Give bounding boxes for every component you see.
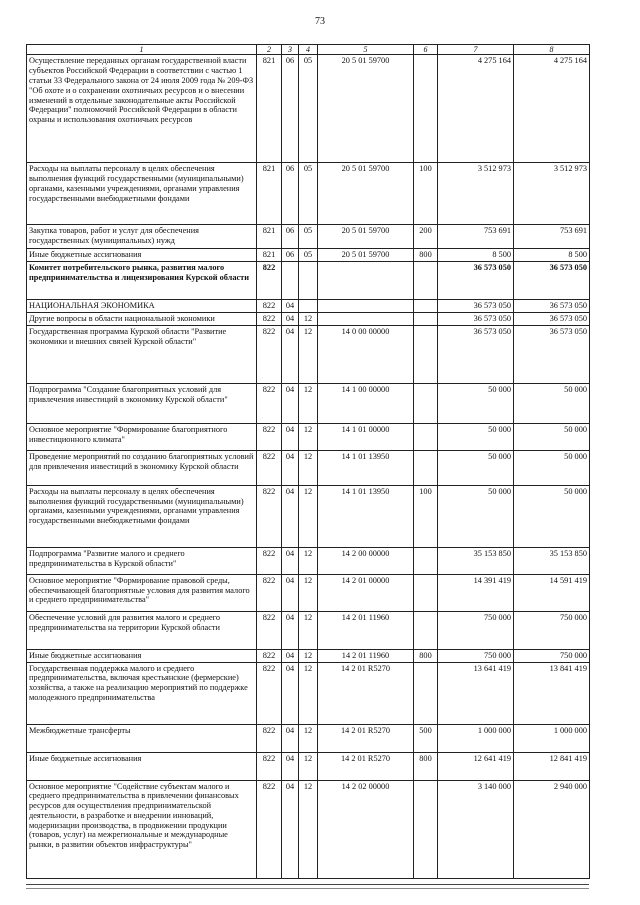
cell-target-article xyxy=(318,313,414,326)
cell-section xyxy=(282,262,299,300)
cell-ministry-code: 822 xyxy=(257,780,282,878)
cell-amount-2021: 8 500 xyxy=(514,249,590,262)
cell-section: 04 xyxy=(282,383,299,423)
cell-ministry-code: 821 xyxy=(257,163,282,225)
cell-target-article: 14 1 00 00000 xyxy=(318,383,414,423)
cell-subsection: 05 xyxy=(299,55,318,163)
cell-ministry-code: 822 xyxy=(257,262,282,300)
header-row xyxy=(27,45,590,55)
cell-expense-type xyxy=(414,55,438,163)
cell-name: Основное мероприятие "Формирование правовой среды, обеспечивающей благоприятные условия для развития малого и среднего предпринимательства" xyxy=(27,574,257,611)
cell-section: 04 xyxy=(282,423,299,450)
table-row xyxy=(27,752,590,780)
cell-amount-2021: 2 940 000 xyxy=(514,780,590,878)
header-col-1: 1 xyxy=(27,45,257,55)
cell-target-article: 14 2 01 00000 xyxy=(318,574,414,611)
footer-rule xyxy=(26,884,589,885)
cell-name: Иные бюджетные ассигнования xyxy=(27,249,257,262)
cell-ministry-code: 822 xyxy=(257,450,282,485)
cell-section: 06 xyxy=(282,225,299,249)
cell-ministry-code: 822 xyxy=(257,423,282,450)
cell-subsection: 12 xyxy=(299,574,318,611)
cell-target-article: 14 1 01 00000 xyxy=(318,423,414,450)
cell-amount-2021: 50 000 xyxy=(514,450,590,485)
cell-amount-2020: 50 000 xyxy=(438,485,514,547)
cell-amount-2020: 4 275 164 xyxy=(438,55,514,163)
cell-target-article: 14 0 00 00000 xyxy=(318,325,414,383)
cell-name: Основное мероприятие "Формирование благоприятного инвестиционного климата" xyxy=(27,423,257,450)
cell-subsection: 05 xyxy=(299,249,318,262)
cell-subsection: 12 xyxy=(299,313,318,326)
cell-ministry-code: 822 xyxy=(257,649,282,662)
cell-subsection: 12 xyxy=(299,752,318,780)
cell-ministry-code: 822 xyxy=(257,611,282,649)
table-row xyxy=(27,163,590,225)
cell-expense-type: 200 xyxy=(414,225,438,249)
cell-amount-2020: 750 000 xyxy=(438,649,514,662)
header-col-4: 4 xyxy=(299,45,318,55)
table-row xyxy=(27,724,590,752)
cell-name: Расходы на выплаты персоналу в целях обеспечения выполнения функций государственными (муниципальными) органами, казенными учреждениями, органами управления государственными внебюджетными фондами xyxy=(27,485,257,547)
table-row xyxy=(27,300,590,313)
cell-amount-2020: 753 691 xyxy=(438,225,514,249)
cell-target-article xyxy=(318,300,414,313)
cell-name: Комитет потребительского рынка, развития малого предпринимательства и лицензирования Курской области xyxy=(27,262,257,300)
cell-amount-2021: 3 512 973 xyxy=(514,163,590,225)
cell-expense-type xyxy=(414,325,438,383)
cell-ministry-code: 822 xyxy=(257,574,282,611)
table-row xyxy=(27,574,590,611)
cell-section: 06 xyxy=(282,55,299,163)
cell-name: Обеспечение условий для развития малого и среднего предпринимательства на территории Курской области xyxy=(27,611,257,649)
cell-amount-2020: 14 391 419 xyxy=(438,574,514,611)
cell-amount-2020: 35 153 850 xyxy=(438,547,514,574)
cell-subsection: 12 xyxy=(299,662,318,724)
cell-ministry-code: 822 xyxy=(257,547,282,574)
cell-amount-2021: 50 000 xyxy=(514,485,590,547)
cell-name: Государственная поддержка малого и среднего предпринимательства, включая крестьянские (фермерские) хозяйства, а также на реализацию мероприятий по поддержке молодежного предпринимательства xyxy=(27,662,257,724)
cell-amount-2020: 3 140 000 xyxy=(438,780,514,878)
cell-amount-2020: 3 512 973 xyxy=(438,163,514,225)
cell-expense-type xyxy=(414,450,438,485)
cell-section: 04 xyxy=(282,547,299,574)
page-number: 73 xyxy=(315,16,325,27)
table-row xyxy=(27,450,590,485)
header-col-5: 5 xyxy=(318,45,414,55)
cell-expense-type xyxy=(414,547,438,574)
header-col-8: 8 xyxy=(514,45,590,55)
cell-section: 04 xyxy=(282,325,299,383)
cell-section: 04 xyxy=(282,724,299,752)
table-body xyxy=(27,55,590,878)
cell-target-article: 14 1 01 13950 xyxy=(318,485,414,547)
cell-subsection: 05 xyxy=(299,163,318,225)
cell-expense-type xyxy=(414,423,438,450)
cell-amount-2021: 4 275 164 xyxy=(514,55,590,163)
cell-amount-2021: 753 691 xyxy=(514,225,590,249)
cell-section: 04 xyxy=(282,574,299,611)
cell-name: НАЦИОНАЛЬНАЯ ЭКОНОМИКА xyxy=(27,300,257,313)
cell-ministry-code: 822 xyxy=(257,325,282,383)
cell-amount-2020: 1 000 000 xyxy=(438,724,514,752)
table-row xyxy=(27,547,590,574)
cell-subsection: 12 xyxy=(299,485,318,547)
cell-target-article: 14 2 01 R5270 xyxy=(318,724,414,752)
table-row xyxy=(27,423,590,450)
cell-amount-2020: 50 000 xyxy=(438,423,514,450)
cell-target-article: 20 5 01 59700 xyxy=(318,55,414,163)
cell-ministry-code: 821 xyxy=(257,249,282,262)
cell-expense-type xyxy=(414,262,438,300)
cell-name: Подпрограмма "Развитие малого и среднего предпринимательства в Курской области" xyxy=(27,547,257,574)
cell-amount-2020: 36 573 050 xyxy=(438,262,514,300)
cell-name: Подпрограмма "Создание благоприятных условий для привлечения инвестиций в экономику Курской области" xyxy=(27,383,257,423)
cell-subsection xyxy=(299,262,318,300)
cell-expense-type xyxy=(414,780,438,878)
cell-expense-type xyxy=(414,662,438,724)
cell-name: Осуществление переданных органам государственной власти субъектов Российской Федерации в соответствии с частью 1 статьи 33 Федерального закона от 24 июля 2009 года № 209-ФЗ "Об охоте и о сохранении охотничьих ресурсов и о внесении изменений в отдельные законодательные акты Российской Федерации" полномочий Российской Федерации в области охраны и использования охотничьих ресурсов xyxy=(27,55,257,163)
cell-ministry-code: 822 xyxy=(257,485,282,547)
cell-subsection: 05 xyxy=(299,225,318,249)
cell-target-article: 14 2 01 R5270 xyxy=(318,752,414,780)
cell-subsection: 12 xyxy=(299,450,318,485)
cell-name: Иные бюджетные ассигнования xyxy=(27,752,257,780)
cell-expense-type: 100 xyxy=(414,485,438,547)
cell-expense-type xyxy=(414,383,438,423)
table-row xyxy=(27,249,590,262)
cell-amount-2021: 35 153 850 xyxy=(514,547,590,574)
cell-subsection: 12 xyxy=(299,780,318,878)
cell-section: 04 xyxy=(282,485,299,547)
cell-subsection xyxy=(299,300,318,313)
cell-amount-2020: 36 573 050 xyxy=(438,325,514,383)
cell-subsection: 12 xyxy=(299,724,318,752)
cell-ministry-code: 822 xyxy=(257,662,282,724)
table-row xyxy=(27,662,590,724)
cell-section: 04 xyxy=(282,611,299,649)
cell-name: Другие вопросы в области национальной экономики xyxy=(27,313,257,326)
cell-amount-2020: 750 000 xyxy=(438,611,514,649)
cell-section: 06 xyxy=(282,163,299,225)
cell-name: Расходы на выплаты персоналу в целях обеспечения выполнения функций государственными (муниципальными) органами, казенными учреждениями, органами управления государственными внебюджетными фондами xyxy=(27,163,257,225)
cell-ministry-code: 822 xyxy=(257,724,282,752)
cell-expense-type: 500 xyxy=(414,724,438,752)
cell-subsection: 12 xyxy=(299,423,318,450)
cell-section: 04 xyxy=(282,780,299,878)
cell-section: 04 xyxy=(282,313,299,326)
cell-ministry-code: 821 xyxy=(257,225,282,249)
cell-amount-2021: 36 573 050 xyxy=(514,313,590,326)
cell-amount-2021: 12 841 419 xyxy=(514,752,590,780)
cell-target-article: 14 2 02 00000 xyxy=(318,780,414,878)
table-row xyxy=(27,649,590,662)
cell-amount-2021: 36 573 050 xyxy=(514,300,590,313)
cell-amount-2020: 36 573 050 xyxy=(438,313,514,326)
cell-expense-type: 800 xyxy=(414,249,438,262)
cell-section: 04 xyxy=(282,649,299,662)
cell-subsection: 12 xyxy=(299,649,318,662)
cell-expense-type xyxy=(414,300,438,313)
cell-target-article: 20 5 01 59700 xyxy=(318,249,414,262)
cell-subsection: 12 xyxy=(299,547,318,574)
header-col-3: 3 xyxy=(282,45,299,55)
cell-expense-type: 800 xyxy=(414,649,438,662)
cell-subsection: 12 xyxy=(299,611,318,649)
cell-name: Основное мероприятие "Содействие субъектам малого и среднего предпринимательства в привлечении финансовых ресурсов для осуществления предпринимательской деятельности, в разработке и внедрении инноваций, модернизации производства, в продвижении продукции (товаров, услуг) на межрегиональные и международные рынки, в развитии объектов инфраструктуры" xyxy=(27,780,257,878)
budget-table xyxy=(26,44,590,879)
cell-name: Государственная программа Курской области "Развитие экономики и внешних связей Курской области" xyxy=(27,325,257,383)
header-col-2: 2 xyxy=(257,45,282,55)
cell-section: 04 xyxy=(282,662,299,724)
cell-amount-2021: 50 000 xyxy=(514,423,590,450)
header-col-6: 6 xyxy=(414,45,438,55)
cell-amount-2021: 36 573 050 xyxy=(514,325,590,383)
cell-amount-2021: 14 591 419 xyxy=(514,574,590,611)
cell-amount-2021: 36 573 050 xyxy=(514,262,590,300)
table-row xyxy=(27,325,590,383)
cell-ministry-code: 822 xyxy=(257,300,282,313)
cell-ministry-code: 822 xyxy=(257,313,282,326)
cell-name: Закупка товаров, работ и услуг для обеспечения государственных (муниципальных) нужд xyxy=(27,225,257,249)
table-row xyxy=(27,485,590,547)
cell-amount-2020: 36 573 050 xyxy=(438,300,514,313)
cell-section: 04 xyxy=(282,300,299,313)
cell-amount-2020: 50 000 xyxy=(438,450,514,485)
cell-amount-2021: 1 000 000 xyxy=(514,724,590,752)
cell-amount-2021: 750 000 xyxy=(514,611,590,649)
cell-subsection: 12 xyxy=(299,383,318,423)
header-col-7: 7 xyxy=(438,45,514,55)
cell-name: Иные бюджетные ассигнования xyxy=(27,649,257,662)
cell-amount-2021: 50 000 xyxy=(514,383,590,423)
cell-amount-2020: 13 641 419 xyxy=(438,662,514,724)
cell-expense-type: 100 xyxy=(414,163,438,225)
table-row xyxy=(27,383,590,423)
cell-name: Межбюджетные трансферты xyxy=(27,724,257,752)
cell-target-article xyxy=(318,262,414,300)
cell-expense-type xyxy=(414,611,438,649)
table-row xyxy=(27,313,590,326)
cell-target-article: 14 1 01 13950 xyxy=(318,450,414,485)
cell-section: 04 xyxy=(282,450,299,485)
cell-expense-type: 800 xyxy=(414,752,438,780)
cell-amount-2020: 8 500 xyxy=(438,249,514,262)
table-row xyxy=(27,262,590,300)
table-row xyxy=(27,780,590,878)
cell-target-article: 14 2 01 11960 xyxy=(318,611,414,649)
cell-section: 06 xyxy=(282,249,299,262)
footer-rule-lower xyxy=(26,888,589,889)
table-row xyxy=(27,611,590,649)
cell-target-article: 14 2 01 11960 xyxy=(318,649,414,662)
cell-amount-2020: 50 000 xyxy=(438,383,514,423)
cell-ministry-code: 822 xyxy=(257,752,282,780)
cell-subsection: 12 xyxy=(299,325,318,383)
cell-ministry-code: 821 xyxy=(257,55,282,163)
cell-amount-2021: 750 000 xyxy=(514,649,590,662)
cell-target-article: 20 5 01 59700 xyxy=(318,225,414,249)
cell-name: Проведение мероприятий по созданию благоприятных условий для привлечения инвестиций в экономику Курской области xyxy=(27,450,257,485)
table-row xyxy=(27,225,590,249)
table-row xyxy=(27,55,590,163)
cell-amount-2020: 12 641 419 xyxy=(438,752,514,780)
cell-amount-2021: 13 841 419 xyxy=(514,662,590,724)
cell-expense-type xyxy=(414,574,438,611)
cell-target-article: 20 5 01 59700 xyxy=(318,163,414,225)
cell-target-article: 14 2 01 R5270 xyxy=(318,662,414,724)
cell-ministry-code: 822 xyxy=(257,383,282,423)
cell-expense-type xyxy=(414,313,438,326)
cell-section: 04 xyxy=(282,752,299,780)
cell-target-article: 14 2 00 00000 xyxy=(318,547,414,574)
